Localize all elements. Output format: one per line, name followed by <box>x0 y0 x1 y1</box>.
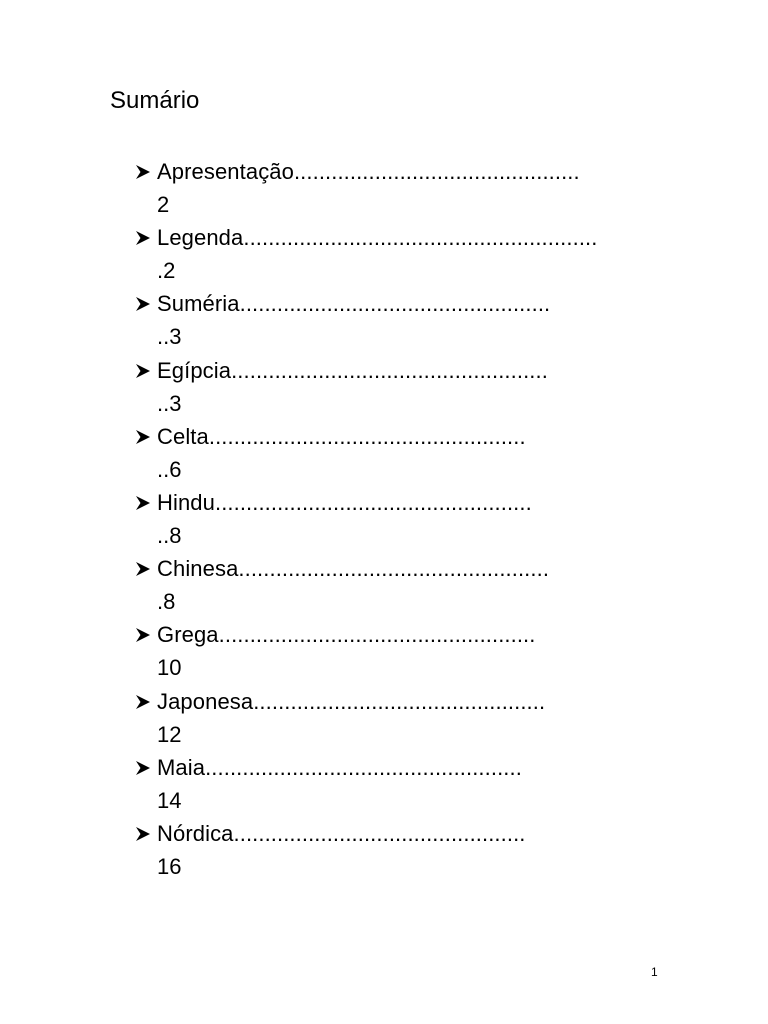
arrow-bullet-icon <box>134 155 156 188</box>
toc-entry-label: Chinesa <box>157 556 239 582</box>
toc-entry <box>134 221 664 287</box>
toc-entry-page: ..3 <box>157 324 182 350</box>
toc-entry-leader: ......................................................... <box>243 225 598 251</box>
toc-entry-label: Celta <box>157 423 209 449</box>
toc-entry-leader: .................................................. <box>239 291 551 317</box>
toc-entry-page: .8 <box>157 589 176 615</box>
toc-entry-page: ..3 <box>157 390 182 416</box>
toc-entry-label: Suméria <box>157 291 240 317</box>
toc-entry-label: Japonesa <box>157 688 254 714</box>
toc-entry-label: Maia <box>157 754 206 780</box>
toc-entry-label: Nórdica <box>157 820 234 846</box>
toc-entry-leader: ................................................... <box>218 622 536 648</box>
arrow-bullet-icon <box>134 552 156 585</box>
toc-entry-leader: ................................................... <box>214 489 532 515</box>
toc-entry-label: Egípcia <box>157 357 232 383</box>
toc-entry <box>134 354 664 420</box>
toc-entry-leader: .............................................. <box>293 159 580 184</box>
toc-entry-page: ..6 <box>157 456 182 482</box>
page-number: 1 <box>651 965 658 979</box>
toc-entry-title <box>157 354 548 387</box>
arrow-bullet-icon <box>134 817 156 850</box>
toc-entry-page: 16 <box>157 853 182 879</box>
toc-entry-page: 12 <box>157 721 182 747</box>
table-of-contents <box>134 155 664 883</box>
toc-entry-title <box>157 685 545 718</box>
toc-entry-page: .2 <box>157 258 176 284</box>
toc-entry <box>134 618 664 684</box>
arrow-bullet-icon <box>134 287 156 320</box>
toc-entry-title <box>157 486 532 519</box>
toc-entry-label: Apresentação <box>157 159 294 184</box>
toc-entry <box>134 685 664 751</box>
toc-entry-page: 10 <box>157 655 182 681</box>
arrow-bullet-icon <box>134 221 156 254</box>
toc-entry-title <box>157 552 549 585</box>
toc-entry <box>134 155 664 221</box>
toc-entry-leader: .................................................. <box>238 556 550 582</box>
toc-entry-title <box>157 221 597 254</box>
toc-entry-title <box>157 420 526 453</box>
arrow-bullet-icon <box>134 354 156 387</box>
toc-entry-title <box>157 751 522 784</box>
toc-entry <box>134 486 664 552</box>
toc-entry-leader: ................................................... <box>208 423 526 449</box>
toc-entry <box>134 420 664 486</box>
toc-entry-label: Grega <box>157 622 219 648</box>
arrow-bullet-icon <box>134 618 156 651</box>
toc-entry-page: 14 <box>157 787 182 813</box>
arrow-bullet-icon <box>134 751 156 784</box>
arrow-bullet-icon <box>134 420 156 453</box>
arrow-bullet-icon <box>134 486 156 519</box>
toc-entry-label: Legenda <box>157 225 244 251</box>
toc-entry <box>134 287 664 353</box>
toc-entry <box>134 751 664 817</box>
toc-entry-leader: ............................................... <box>233 820 526 846</box>
toc-entry-title <box>157 287 550 320</box>
page-title: Sumário <box>110 87 200 114</box>
toc-entry-leader: ................................................... <box>205 754 522 780</box>
toc-entry-title <box>157 817 526 850</box>
toc-entry-leader: ............................................... <box>253 688 546 714</box>
toc-entry-leader: ................................................... <box>231 357 548 383</box>
toc-entry-title <box>157 618 535 651</box>
toc-entry-page: 2 <box>157 192 170 217</box>
toc-entry <box>134 817 664 883</box>
toc-entry-title <box>157 155 580 188</box>
toc-entry-page: ..8 <box>157 522 182 548</box>
toc-entry-label: Hindu <box>157 489 215 515</box>
arrow-bullet-icon <box>134 685 156 718</box>
toc-entry <box>134 552 664 618</box>
